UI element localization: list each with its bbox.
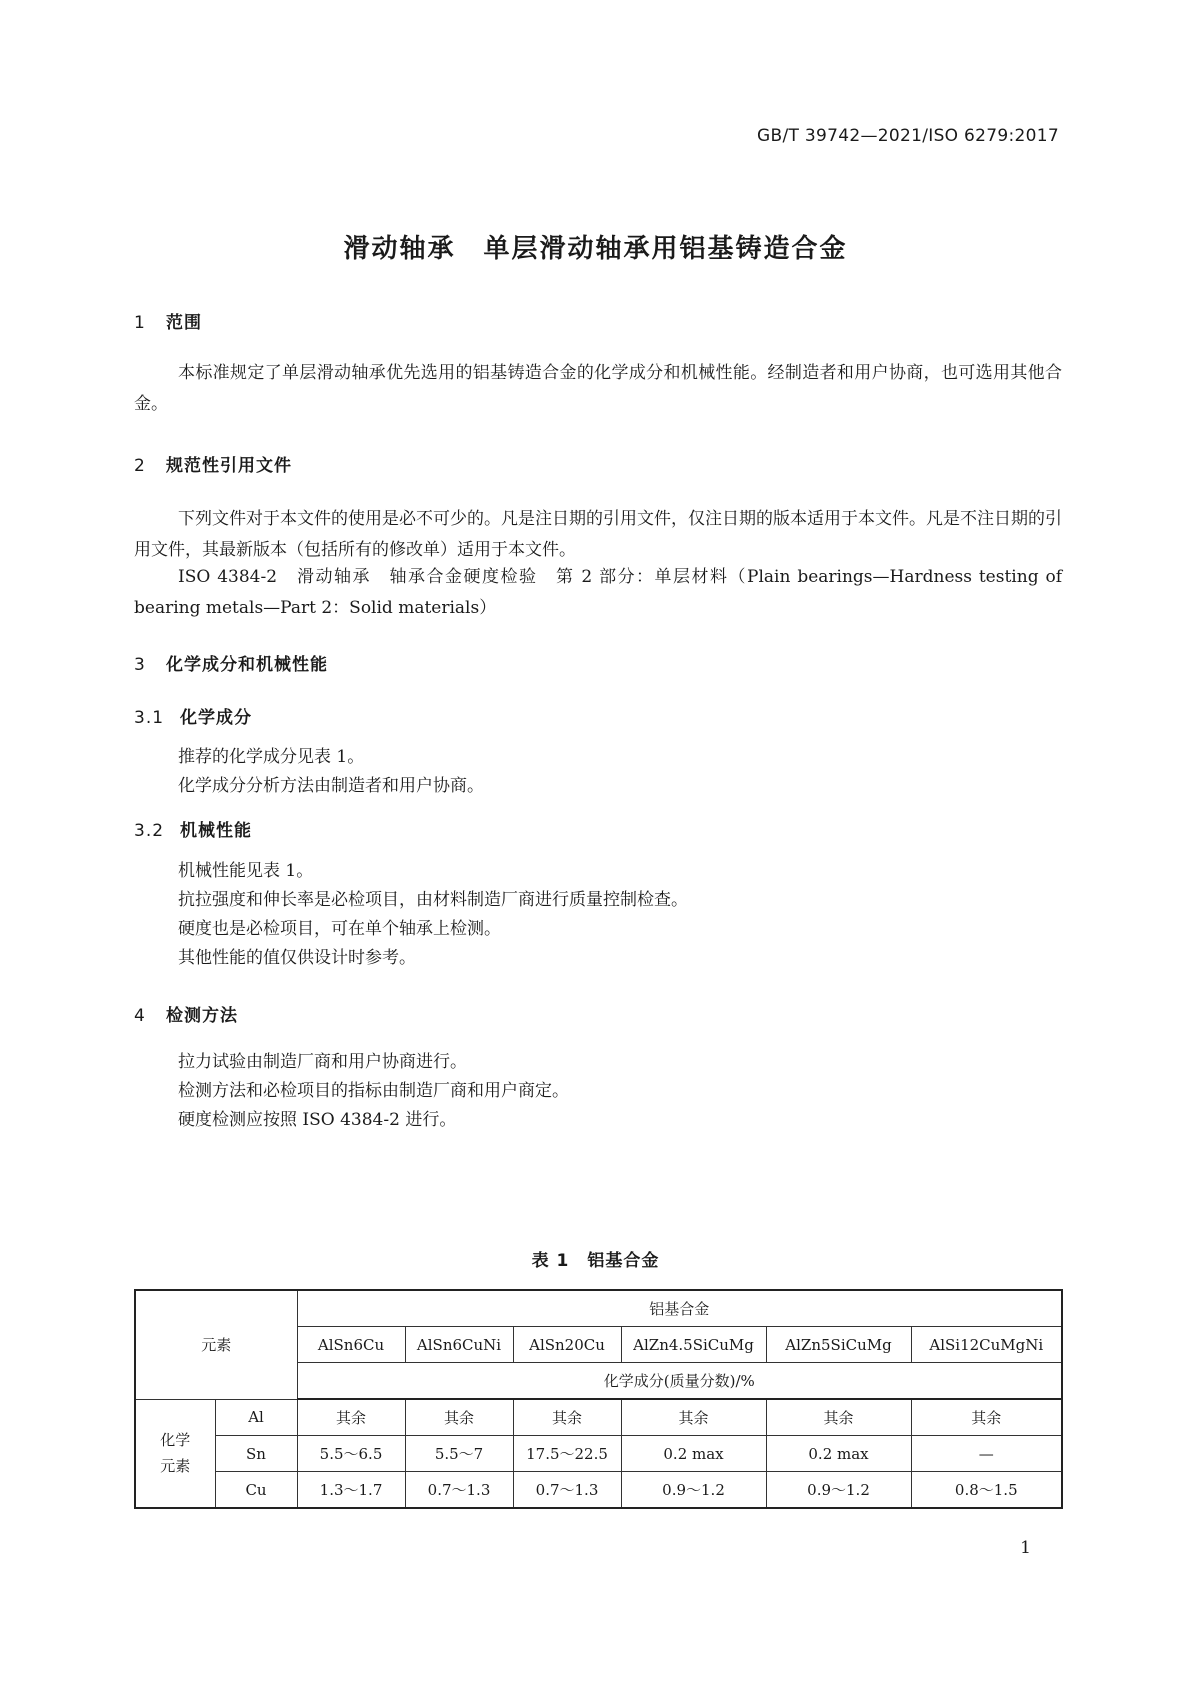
alloy-header-cell: AlSn6CuNi <box>405 1327 513 1363</box>
unit-header-cell: 化学成分(质量分数)/% <box>297 1363 1062 1400</box>
row-group-cell: 化学 元素 <box>135 1399 215 1508</box>
value-cell: 其余 <box>766 1399 911 1436</box>
document-title: 滑动轴承 单层滑动轴承用铝基铸造合金 <box>343 234 848 264</box>
value-cell: 1.3～1.7 <box>297 1472 405 1509</box>
group-header-cell: 铝基合金 <box>297 1290 1062 1327</box>
value-cell: 5.5～7 <box>405 1436 513 1472</box>
value-cell: 其余 <box>621 1399 766 1436</box>
section-3-heading <box>134 650 328 675</box>
table-caption: 表 1 铝基合金 <box>531 1251 660 1271</box>
section-number: 4 <box>134 1006 146 1026</box>
value-cell: 0.7～1.3 <box>513 1472 621 1509</box>
value-cell: 0.2 max <box>621 1436 766 1472</box>
section-title: 化学成分 <box>180 708 252 728</box>
alloy-table <box>134 1289 1063 1509</box>
section-3-2-heading <box>134 816 252 841</box>
value-cell: 5.5～6.5 <box>297 1436 405 1472</box>
table-row <box>135 1399 1062 1436</box>
alloy-header-cell: AlSi12CuMgNi <box>911 1327 1062 1363</box>
section-4-line: 拉力试验由制造厂商和用户协商进行。 <box>178 1052 467 1072</box>
alloy-header-cell: AlSn6Cu <box>297 1327 405 1363</box>
section-number: 3 <box>134 655 146 675</box>
table-row <box>135 1436 1062 1472</box>
element-cell: Al <box>215 1399 297 1436</box>
section-title: 范围 <box>166 313 202 333</box>
value-cell: 0.7～1.3 <box>405 1472 513 1509</box>
section-title: 机械性能 <box>180 821 252 841</box>
value-cell: 0.2 max <box>766 1436 911 1472</box>
table-row <box>135 1472 1062 1509</box>
value-cell: 0.8～1.5 <box>911 1472 1062 1509</box>
value-cell: 其余 <box>513 1399 621 1436</box>
element-header-cell: 元素 <box>135 1290 297 1399</box>
section-2-paragraph-1: 下列文件对于本文件的使用是必不可少的。凡是注日期的引用文件，仅注日期的版本适用于本文件。凡是不注日期的引用文件，其最新版本（包括所有的修改单）适用于本文件。 <box>134 509 1062 560</box>
standard-code: GB/T 39742—2021/ISO 6279:2017 <box>757 126 1059 146</box>
section-3-1-line: 推荐的化学成分见表 1。 <box>178 747 365 767</box>
element-cell: Cu <box>215 1472 297 1509</box>
section-number: 3.1 <box>134 708 165 728</box>
section-3-1-heading <box>134 703 252 728</box>
value-cell: 17.5～22.5 <box>513 1436 621 1472</box>
section-3-1-line: 化学成分分析方法由制造者和用户协商。 <box>178 776 484 796</box>
value-cell: 其余 <box>297 1399 405 1436</box>
section-number: 1 <box>134 313 146 333</box>
element-cell: Sn <box>215 1436 297 1472</box>
section-3-2-line: 机械性能见表 1。 <box>178 861 314 881</box>
section-4-line: 检测方法和必检项目的指标由制造厂商和用户商定。 <box>178 1081 569 1101</box>
section-2-heading <box>134 451 292 476</box>
section-1-heading <box>134 308 202 333</box>
section-3-2-line: 其他性能的值仅供设计时参考。 <box>178 948 416 968</box>
value-cell: 0.9～1.2 <box>621 1472 766 1509</box>
section-number: 3.2 <box>134 821 165 841</box>
value-cell: 其余 <box>911 1399 1062 1436</box>
alloy-header-cell: AlZn5SiCuMg <box>766 1327 911 1363</box>
section-4-heading <box>134 1001 238 1026</box>
page-number: 1 <box>1020 1538 1031 1558</box>
value-cell: 其余 <box>405 1399 513 1436</box>
section-title: 检测方法 <box>166 1006 238 1026</box>
section-2-reference: ISO 4384-2 滑动轴承 轴承合金硬度检验 第 2 部分：单层材料（Plain bearings—Hardness testing of bearing metals—Part 2：Solid materials） <box>134 567 1062 618</box>
section-title: 化学成分和机械性能 <box>166 655 328 675</box>
section-title: 规范性引用文件 <box>166 456 292 476</box>
alloy-header-cell: AlZn4.5SiCuMg <box>621 1327 766 1363</box>
section-4-line: 硬度检测应按照 ISO 4384-2 进行。 <box>178 1110 457 1130</box>
value-cell: — <box>911 1436 1062 1472</box>
section-1-paragraph: 本标准规定了单层滑动轴承优先选用的铝基铸造合金的化学成分和机械性能。经制造者和用户协商，也可选用其他合金。 <box>134 363 1062 414</box>
value-cell: 0.9～1.2 <box>766 1472 911 1509</box>
section-3-2-line: 硬度也是必检项目，可在单个轴承上检测。 <box>178 919 501 939</box>
section-3-2-line: 抗拉强度和伸长率是必检项目，由材料制造厂商进行质量控制检查。 <box>178 890 688 910</box>
section-number: 2 <box>134 456 146 476</box>
alloy-header-cell: AlSn20Cu <box>513 1327 621 1363</box>
